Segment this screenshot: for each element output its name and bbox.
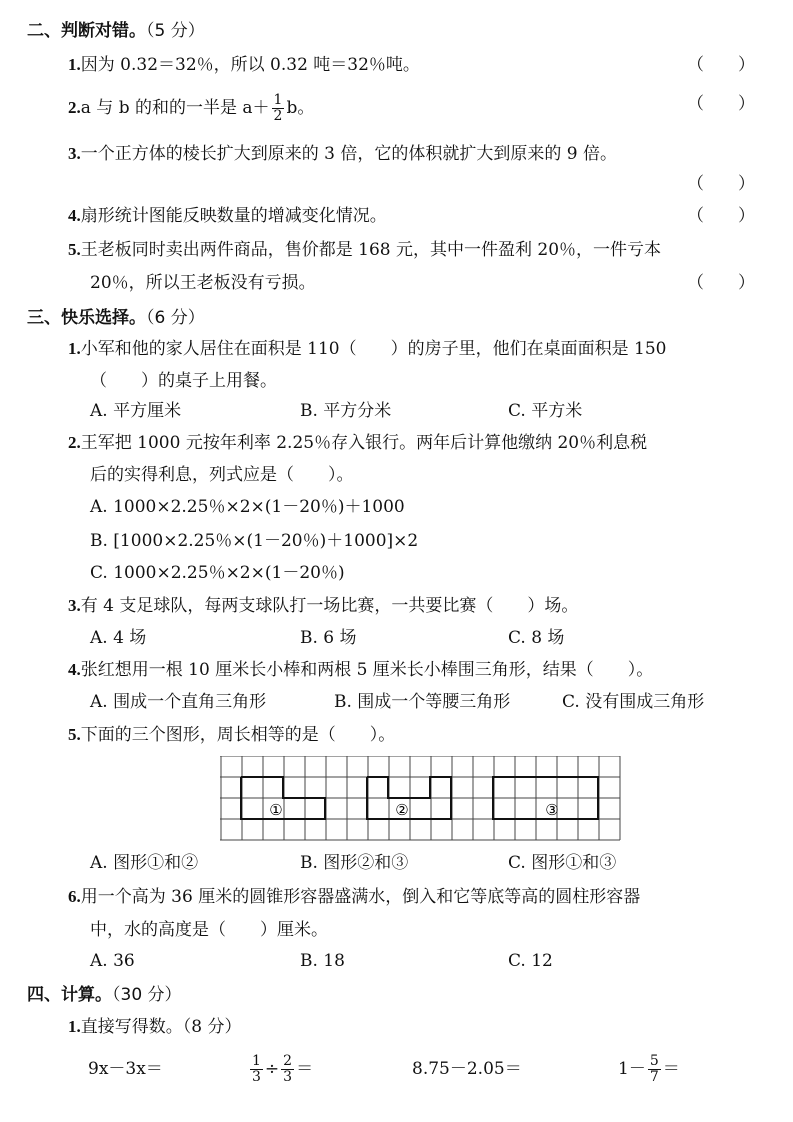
option-c[interactable]: C. 没有围成三角形 [562,692,705,712]
judge-item-3: 3.一个正方体的棱长扩大到原来的 3 倍，它的体积就扩大到原来的 9 倍。 [68,144,617,164]
option-a[interactable]: A. 1000×2.25％×2×(1－20％)＋1000 [90,497,405,517]
option-c[interactable]: C. 平方米 [508,401,583,421]
option-a[interactable]: A. 图形①和② [90,853,199,873]
answer-paren[interactable]: （ ） [687,273,755,293]
choice-item-6: 6.用一个高为 36 厘米的圆锥形容器盛满水，倒入和它等底等高的圆柱形容器 [68,887,641,907]
choice-item-1-cont: （ ）的桌子上用餐。 [90,371,277,391]
section-4-heading: 四、计算。（30 分） [27,985,182,1005]
calc-problem-3: 8.75－2.05＝ [412,1059,522,1079]
option-c[interactable]: C. 8 场 [508,628,565,648]
calc-subsection-1: 1.直接写得数。（8 分） [68,1017,242,1037]
shape-2-label: ② [395,801,409,819]
choice-item-4: 4.张红想用一根 10 厘米长小棒和两根 5 厘米长小棒围三角形，结果（ ）。 [68,660,654,680]
shape-1-label: ① [269,801,283,819]
option-a[interactable]: A. 4 场 [90,628,147,648]
choice-item-5: 5.下面的三个图形，周长相等的是（ ）。 [68,725,396,745]
choice-item-2: 2.王军把 1000 元按年利率 2.25％存入银行。两年后计算他缴纳 20％利息税 [68,433,648,453]
judge-item-1: 1.因为 0.32＝32％，所以 0.32 吨＝32％吨。 [68,55,420,75]
option-a[interactable]: A. 36 [90,951,135,971]
option-b[interactable]: B. 图形②和③ [300,853,409,873]
calc-problem-4: 1－ $\frac{5}{7}$ ＝ [618,1053,680,1085]
choice-item-1: 1.小军和他的家人居住在面积是 110（ ）的房子里，他们在桌面面积是 150 [68,339,667,359]
calc-problem-1: 9x－3x＝ [88,1059,163,1079]
grid-figure [220,756,630,844]
option-a[interactable]: A. 围成一个直角三角形 [90,692,267,712]
option-b[interactable]: B. 6 场 [300,628,357,648]
shape-3-label: ③ [545,801,559,819]
choice-item-3: 3.有 4 支足球队，每两支球队打一场比赛，一共要比赛（ ）场。 [68,596,579,616]
option-a[interactable]: A. 平方厘米 [90,401,182,421]
option-b[interactable]: B. 平方分米 [300,401,392,421]
judge-item-5-cont: 20％，所以王老板没有亏损。 [90,273,316,293]
choice-item-6-cont: 中，水的高度是（ ）厘米。 [90,920,328,940]
answer-paren[interactable]: （ ） [687,94,755,114]
option-b[interactable]: B. 18 [300,951,345,971]
calc-problem-2: $\frac{1}{3}$ ÷ $\frac{2}{3}$ ＝ [252,1053,314,1085]
option-c[interactable]: C. 12 [508,951,553,971]
option-b[interactable]: B. 围成一个等腰三角形 [334,692,511,712]
judge-item-2: 2.a 与 b 的和的一半是 a＋ $\frac{1}{2}$ b。 [68,92,315,124]
answer-paren[interactable]: （ ） [687,174,755,194]
option-c[interactable]: C. 图形①和③ [508,853,617,873]
option-b[interactable]: B. [1000×2.25％×(1－20％)＋1000]×2 [90,531,419,551]
answer-paren[interactable]: （ ） [687,55,755,75]
section-2-heading: 二、判断对错。（5 分） [27,21,205,41]
section-3-heading: 三、快乐选择。（6 分） [27,308,205,328]
choice-item-2-cont: 后的实得利息，列式应是（ ）。 [90,465,354,485]
judge-item-5: 5.王老板同时卖出两件商品，售价都是 168 元，其中一件盈利 20％，一件亏本 [68,240,662,260]
option-c[interactable]: C. 1000×2.25％×2×(1－20％) [90,563,345,583]
fraction: $\frac{1}{2}$ [273,92,283,124]
judge-item-4: 4.扇形统计图能反映数量的增减变化情况。 [68,206,387,226]
answer-paren[interactable]: （ ） [687,206,755,226]
